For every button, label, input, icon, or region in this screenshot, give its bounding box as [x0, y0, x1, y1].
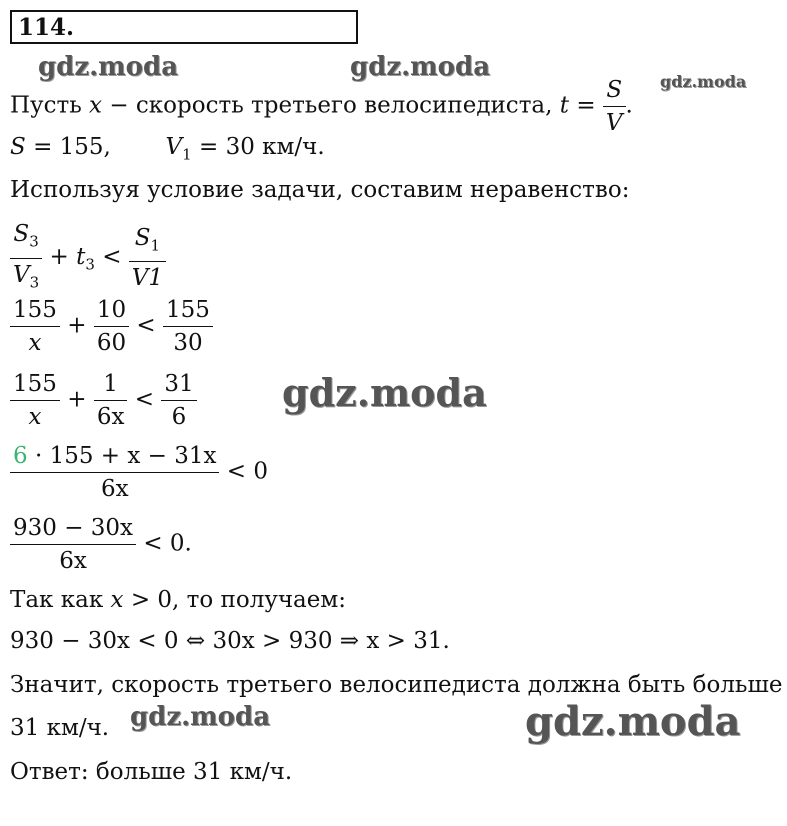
watermark: gdz.moda	[525, 698, 741, 745]
line-inequality-substituted: $\frac{155}{x}$ + $\frac{10}{60}$ < $\frac{155}{30}$	[10, 294, 213, 359]
watermark: gdz.moda	[282, 370, 487, 415]
line-since: Так как x > 0, то получаем:	[10, 587, 347, 613]
line-conclusion-end: 31 км/ч.	[10, 715, 110, 741]
line-inequality-general: $\frac{S_3}{V_3}$ + $t_3$ < $\frac{S_1}{V1}$	[10, 218, 166, 298]
line-solution: 930 − 30x < 0 ⇔ 30x > 930 ⇒ x > 31.	[10, 628, 450, 654]
answer-line: Ответ: больше 31 км/ч.	[10, 759, 293, 785]
line-condition: Используя условие задачи, составим неравенство:	[10, 177, 630, 203]
watermark: gdz.moda	[350, 52, 491, 82]
line-given: S = 155, $V_1 = 30$ км/ч.	[10, 134, 325, 164]
watermark: gdz.moda	[38, 52, 179, 82]
line-inequality-simplified: $\frac{155}{x}$ + $\frac{1}{6x}$ < $\frac{31}{6}$	[10, 368, 197, 433]
watermark: gdz.moda	[130, 702, 271, 732]
task-header-box	[10, 10, 358, 44]
line-reduced: $\frac{930 - 30x}{6x}$ < 0.	[10, 512, 192, 577]
task-number: 114.	[18, 14, 75, 41]
line-definition: Пусть x − скорость третьего велосипедиста, t = $\frac{S}{V}$ .	[10, 74, 633, 139]
watermark: gdz.moda	[660, 72, 747, 91]
fraction: $\frac{S}{V}$	[603, 74, 626, 139]
line-conclusion: Значит, скорость третьего велосипедиста должна быть больше	[10, 672, 783, 698]
line-common-denominator: $\frac{6 \cdot 155 + x - 31x}{6x}$ < 0	[10, 440, 268, 505]
